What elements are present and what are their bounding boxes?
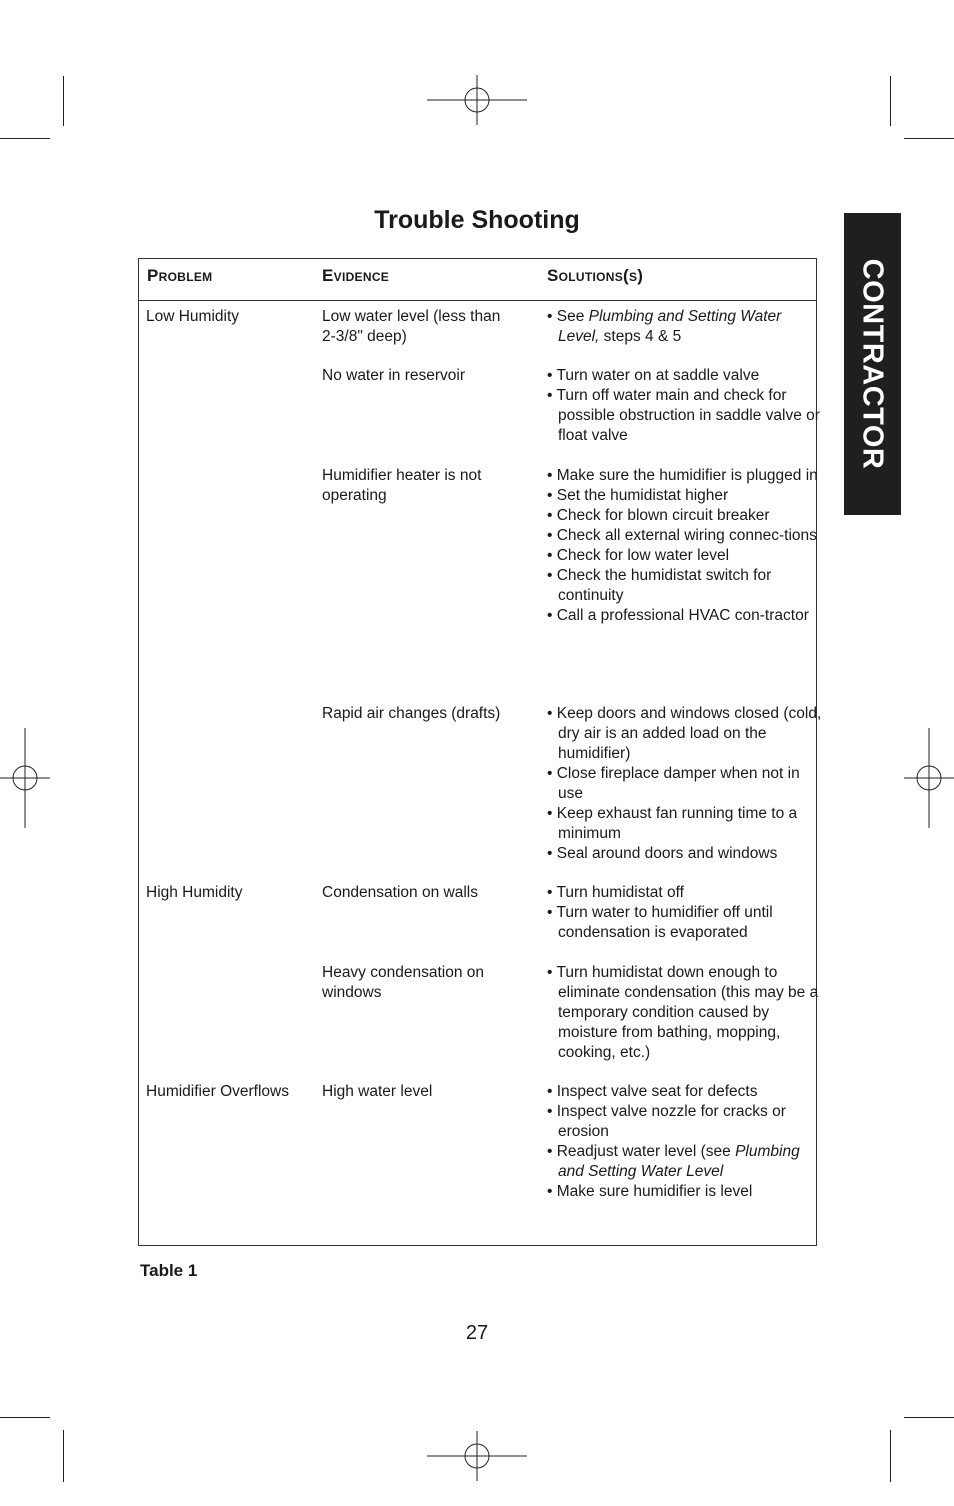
solution-item: • See Plumbing and Setting Water Level, steps 4 & 5 — [547, 308, 782, 345]
evidence-cell: Condensation on walls — [322, 884, 478, 901]
solution-item: • Turn water on at saddle valve — [547, 367, 760, 384]
table-caption: Table 1 — [140, 1261, 198, 1280]
solution-item: • Seal around doors and windows — [547, 845, 778, 862]
solutions-cell — [547, 307, 822, 347]
problem-cell: High Humidity — [146, 884, 243, 901]
section-tab-label: CONTRACTOR — [856, 258, 889, 470]
evidence-cell: Humidifier heater is not operating — [322, 467, 482, 504]
solution-item: • Close fireplace damper when not in use — [547, 765, 800, 802]
solutions-cell — [547, 704, 822, 864]
solution-item: • Readjust water level (see Plumbing and Setting Water Level — [547, 1143, 800, 1180]
solutions-cell — [547, 1082, 822, 1202]
solutions-cell — [547, 466, 822, 626]
column-header-solutions: Solutions(s) — [547, 266, 644, 285]
registration-mark-icon — [427, 50, 527, 150]
solution-item: • Check for blown circuit breaker — [547, 507, 770, 524]
header-divider — [138, 300, 816, 301]
section-tab — [844, 213, 901, 515]
evidence-cell: No water in reservoir — [322, 367, 465, 384]
solution-item: • Inspect valve nozzle for cracks or erosion — [547, 1103, 786, 1140]
solutions-cell — [547, 883, 822, 943]
column-header-evidence: Evidence — [322, 266, 390, 285]
column-header-problem: Problem — [147, 266, 213, 285]
solutions-cell — [547, 366, 822, 446]
solution-item: • Inspect valve seat for defects — [547, 1083, 758, 1100]
page-title: Trouble Shooting — [374, 206, 580, 234]
solution-item: • Check the humidistat switch for continuity — [547, 567, 772, 604]
evidence-cell: Rapid air changes (drafts) — [322, 705, 501, 722]
solution-item: • Make sure the humidifier is plugged in — [547, 467, 818, 484]
page-number: 27 — [465, 1322, 489, 1344]
solution-item: • Turn off water main and check for possible obstruction in saddle valve or float valve — [547, 387, 820, 444]
solution-item: • Check all external wiring connec-tions — [547, 527, 817, 544]
solution-item: • Turn humidistat down enough to eliminate condensation (this may be a temporary condition caused by moisture from bathing, mopping, cooking, etc.) — [547, 964, 819, 1061]
evidence-cell: Heavy condensation on windows — [322, 964, 485, 1001]
evidence-cell: Low water level (less than 2-3/8" deep) — [322, 308, 501, 345]
registration-mark-icon — [0, 728, 75, 828]
solution-item: • Set the humidistat higher — [547, 487, 729, 504]
problem-cell: Low Humidity — [146, 308, 240, 325]
solution-item: • Check for low water level — [547, 547, 730, 564]
solution-item: • Turn humidistat off — [547, 884, 684, 901]
registration-mark-icon — [427, 1406, 527, 1506]
solution-item: • Call a professional HVAC con-tractor — [547, 607, 809, 624]
solution-item: • Turn water to humidifier off until condensation is evaporated — [547, 904, 773, 941]
problem-cell: Humidifier Overflows — [146, 1083, 289, 1100]
solution-item: • Keep exhaust fan running time to a minimum — [547, 805, 798, 842]
evidence-cell: High water level — [322, 1083, 433, 1100]
registration-mark-icon — [879, 728, 954, 828]
solutions-cell — [547, 963, 822, 1063]
solution-item: • Make sure humidifier is level — [547, 1183, 753, 1200]
solution-item: • Keep doors and windows closed (cold, dry air is an added load on the humidifier) — [547, 705, 822, 762]
